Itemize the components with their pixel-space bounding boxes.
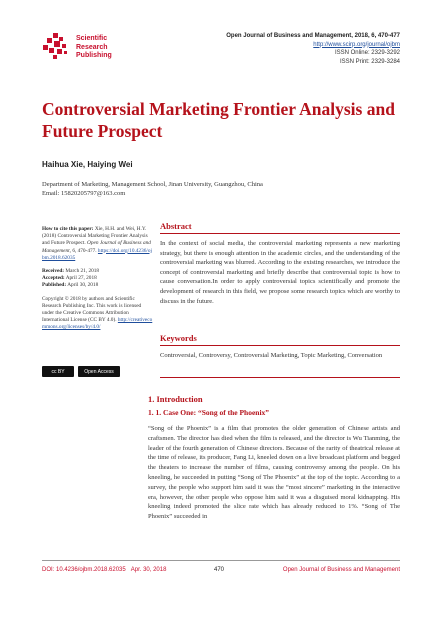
affiliation-block: [42, 180, 402, 198]
open-access-badge: Open Access: [78, 366, 120, 377]
sidebar: [42, 226, 154, 338]
issn-online: ISSN Online: 2329-3292: [334, 50, 400, 56]
introduction-heading: 1. Introduction: [148, 394, 203, 404]
publisher-line: Research: [76, 43, 108, 51]
license-link[interactable]: http://creativecommons.org/licenses/by/4.0/: [42, 317, 153, 331]
received-label: Received:: [42, 268, 65, 275]
journal-citation-line: Open Journal of Business and Management, 2018, 6, 470-477: [226, 33, 400, 39]
publisher-name: [76, 35, 112, 61]
journal-info: [180, 32, 400, 66]
section-divider: [160, 377, 400, 378]
cite-journal: Open Journal of Business and Management,: [42, 240, 151, 254]
copyright-block: [42, 296, 154, 332]
accepted-label: Accepted:: [42, 275, 65, 282]
page-number: 470: [214, 567, 225, 573]
abstract-text: In the context of social media, the controversial marketing represents a new marketing strategy, but there is enough attention in the academic circles, and the understanding of the controversial marketing was blurred. According to the existing researches, we introduce the concept of controversial marketing and briefly describe that controversial topic is how to cause conversation.In order to apply controversial topics scientifically and promote the development of research in this field, we propose some research topics which are worthy to discuss in the future.: [160, 240, 400, 305]
published-date: April 30, 2018: [67, 282, 99, 289]
email: Email: 15820205797@163.com: [42, 190, 126, 197]
copyright-text: Copyright © 2018 by authors and Scientific Research Publishing Inc. This work is licensed under the Creative Commons Attribution International License (CC BY 4.0).: [42, 295, 142, 324]
case-heading: 1. 1. Case One: “Song of the Phoenix”: [148, 408, 270, 417]
authors: Haihua Xie, Haiying Wei: [42, 160, 133, 169]
affiliation: Department of Marketing, Management School, Jinan University, Guangzhou, China: [42, 181, 263, 188]
abstract-heading: Abstract: [160, 221, 400, 234]
journal-url-link[interactable]: http://www.scirp.org/journal/ojbm: [313, 41, 400, 48]
citation-block: [42, 226, 154, 262]
issn-print: ISSN Print: 2329-3284: [339, 58, 400, 65]
keywords-heading: Keywords: [160, 333, 400, 346]
footer-doi-date: [42, 567, 166, 573]
accepted-date: April 27, 2018: [65, 275, 97, 282]
publisher-logo-icon: [42, 32, 72, 62]
body-paragraph: “Song of the Phoenix” is a film that promotes the older generation of Chinese artists and craftsmen. The director has died when the film is released, and the director is Wu Tianming, the leader of the fourth generation of Chinese directors. Because of the rarity of theatrical release at the time of release, its producer, Fang Li, kneeled down on a live broadcast platform and begged the theaters to increase the number of films, causing controversy among the people. On his kneeling, he succeeded in putting “Song of The Phoenix” at the top of the topic. According to a survey, the people who support him said it was the “most sincere” marketing in the interactive era, however, the other people who oppose him said it was a disguised moral kidnapping. His kneeling indeed promoted the slice rate which has already reduced to 1%. “Song of The Phoenix” succeeded in: [148, 425, 400, 521]
footer-date: Apr. 30, 2018: [130, 567, 167, 573]
cite-label: How to cite this paper:: [42, 226, 94, 232]
footer-divider: [42, 560, 400, 561]
paper-title: Controversial Marketing Frontier Analysis and Future Prospect: [42, 99, 395, 141]
cite-text: Xie, H.H. and Wei, H.Y. (2018) Controversial Marketing Frontier Analysis and Future Prospect.: [42, 226, 148, 247]
keywords-text: Controversial, Controversy, Controversial Marketing, Topic Marketing, Conversation: [160, 352, 383, 359]
cite-tail: 6, 470-477.: [72, 247, 97, 254]
received-date: March 21, 2018: [65, 268, 100, 275]
license-badges: [42, 366, 120, 377]
doi-link[interactable]: https://doi.org/10.4236/ojbm.2018.62035: [42, 247, 152, 261]
keywords-section: [160, 333, 400, 361]
dates-block: [42, 268, 154, 290]
abstract-section: [160, 221, 400, 306]
publisher-line: Publishing: [76, 52, 112, 59]
cc-by-badge[interactable]: cc BY: [42, 366, 74, 377]
published-label: Published:: [42, 282, 67, 289]
footer-journal: Open Journal of Business and Management: [282, 567, 400, 573]
footer-doi: DOI: 10.4236/ojbm.2018.62035: [42, 567, 126, 573]
publisher-line: Scientific: [76, 35, 108, 42]
